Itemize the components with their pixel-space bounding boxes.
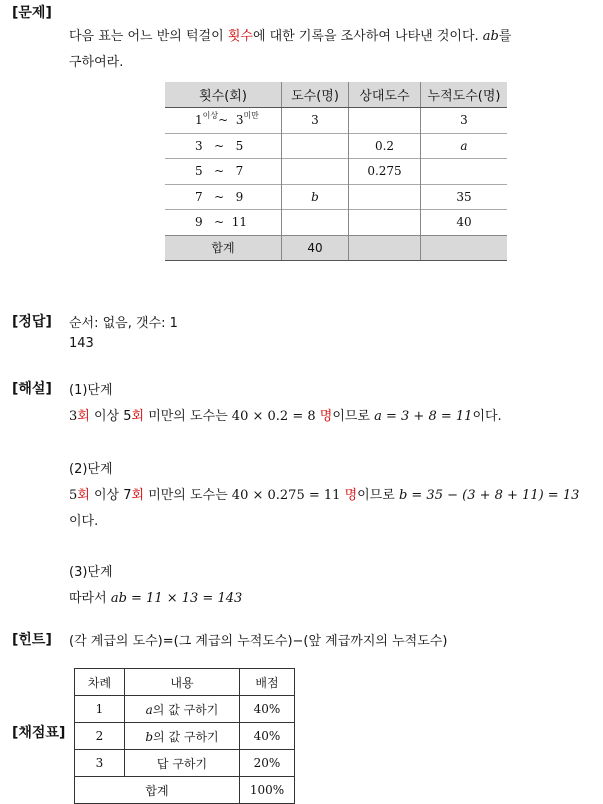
range-cell: 5 ~ 7 (165, 159, 282, 185)
cumulative-cell: 35 (421, 184, 508, 210)
frequency-cell: b (282, 184, 349, 210)
rubric-score: 40% (240, 723, 295, 750)
problem-text-3: 를 (498, 29, 512, 44)
total-row (165, 235, 507, 261)
step2-text: 5회 이상 7회 미만의 도수는 40 × 0.275 = 11 명이므로 b = 35 − (3 + 8 + 11) = 13 (69, 488, 580, 503)
cumulative-cell (421, 159, 508, 185)
frequency-cell: 3 (282, 108, 349, 134)
problem-var: ab (482, 29, 499, 44)
relative-cell: 0.275 (349, 159, 421, 185)
col-header-count: 횟수(회) (165, 82, 282, 108)
step1-title: (1)단계 (69, 383, 113, 398)
hint-text: (각 계급의 도수)=(그 계급의 누적도수)−(앞 계급까지의 누적도수) (69, 634, 448, 649)
range-cell: 9 ~ 11 (165, 210, 282, 236)
relative-cell (349, 210, 421, 236)
problem-highlight: 횟수 (227, 29, 253, 44)
frequency-table (165, 82, 507, 261)
relative-cell: 0.2 (349, 133, 421, 159)
table-row (165, 210, 507, 236)
step3-text: 따라서 ab = 11 × 13 = 143 (69, 591, 243, 606)
rubric-col-score: 배점 (240, 669, 295, 696)
problem-text-2: 에 대한 기록을 조사하여 나타낸 것이다. (252, 29, 483, 44)
rubric-total-score: 100% (240, 777, 295, 804)
range-cell: 7 ~ 9 (165, 184, 282, 210)
table-row (75, 750, 295, 777)
table-row (165, 184, 507, 210)
rubric-heading: [ 채점표 ] (12, 722, 65, 742)
rubric-header-row (75, 669, 295, 696)
problem-text: 다음 표는 어느 반의 턱걸이 (69, 29, 228, 44)
frequency-cell (282, 210, 349, 236)
total-frequency: 40 (282, 235, 349, 261)
rubric-content: a의 값 구하기 (125, 696, 240, 723)
rubric-table (74, 668, 295, 804)
answer-meta: 순서: 없음, 갯수: 1 (69, 316, 178, 331)
step2-end: 이다. (69, 514, 99, 529)
col-header-frequency: 도수(명) (282, 82, 349, 108)
relative-cell (349, 184, 421, 210)
explanation-heading: [ 해설 ] (12, 378, 52, 398)
problem-line-2: 구하여라. (69, 55, 124, 70)
table-row (165, 159, 507, 185)
rubric-col-content: 내용 (125, 669, 240, 696)
total-relative (349, 235, 421, 261)
total-label: 합계 (165, 235, 282, 261)
range-cell: $1^{이상}\sim$ $3^{미만}$ (165, 108, 282, 134)
total-cumulative (421, 235, 508, 261)
rubric-score: 40% (240, 696, 295, 723)
frequency-cell (282, 133, 349, 159)
range-cell: 3 ~ 5 (165, 133, 282, 159)
table-row (165, 133, 507, 159)
cumulative-cell: 40 (421, 210, 508, 236)
col-header-relative: 상대도수 (349, 82, 421, 108)
problem-heading: [ 문제 ] (12, 2, 52, 22)
frequency-header-row (165, 82, 507, 108)
step3-title: (3)단계 (69, 565, 113, 580)
rubric-order: 1 (75, 696, 125, 723)
rubric-content: 답 구하기 (125, 750, 240, 777)
col-header-cumulative: 누적도수(명) (421, 82, 508, 108)
relative-cell (349, 108, 421, 134)
rubric-col-order: 차례 (75, 669, 125, 696)
cumulative-cell: 3 (421, 108, 508, 134)
cumulative-cell: a (421, 133, 508, 159)
rubric-order: 2 (75, 723, 125, 750)
rubric-total-row (75, 777, 295, 804)
step2-title: (2)단계 (69, 462, 113, 477)
answer-heading: [ 정답 ] (12, 311, 52, 331)
rubric-total-label: 합계 (75, 777, 240, 804)
hint-heading: [ 힌트 ] (12, 629, 52, 649)
answer-value: 143 (69, 336, 94, 351)
table-row (165, 108, 507, 134)
rubric-score: 20% (240, 750, 295, 777)
table-row (75, 696, 295, 723)
frequency-cell (282, 159, 349, 185)
rubric-content: b의 값 구하기 (125, 723, 240, 750)
table-row (75, 723, 295, 750)
step1-text: 3회 이상 5회 미만의 도수는 40 × 0.2 = 8 명이므로 a = 3 + 8 = 11이다. (69, 409, 502, 424)
problem-line-1 (69, 25, 511, 44)
rubric-order: 3 (75, 750, 125, 777)
